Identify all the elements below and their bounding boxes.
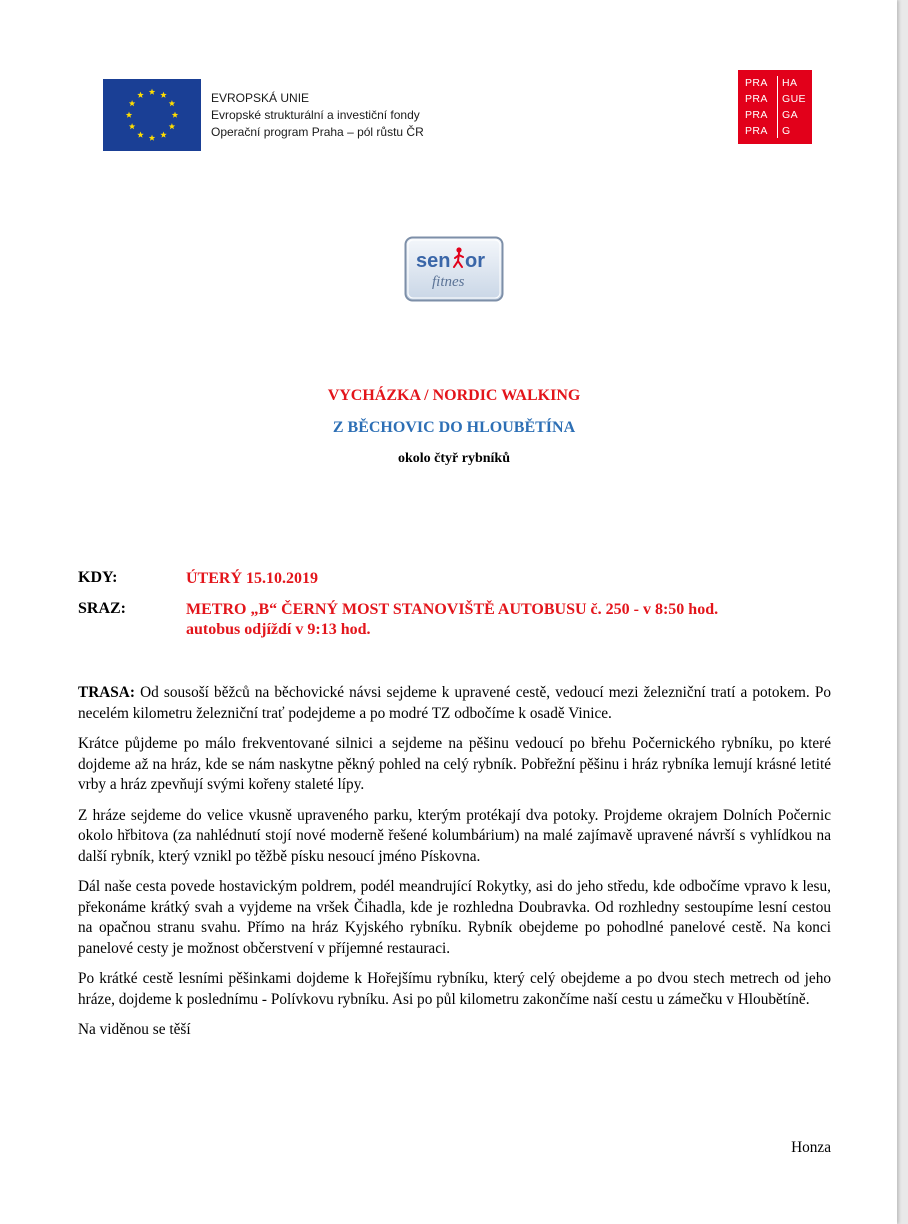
praha-right-4: G <box>782 125 791 137</box>
eu-line-3: Operační program Praha – pól růstu ČR <box>211 124 424 139</box>
senior-logo-text-3: fitnes <box>432 274 465 290</box>
paragraph-3: Z hráze sejdeme do velice vkusně upraveného parku, kterým protékají dva potoky. Projdeme okrajem Dolních Počernic okolo hřbitova (za nahlédnutí stojí nové moderně řešené kolumbárium) na malé zajímavě upravené návrší s vyhlídkou na další rybník, který vznikl po těžbě písku nesoucí jméno Pískovna. <box>78 806 831 865</box>
eu-star-icon <box>160 132 166 138</box>
eu-star-icon <box>137 92 143 98</box>
trasa-label: TRASA: <box>78 684 135 701</box>
praha-logo-left <box>745 75 768 139</box>
signature: Honza <box>791 1139 831 1156</box>
title-activity: VYCHÁZKA / NORDIC WALKING <box>327 387 581 404</box>
eu-star-icon <box>169 100 175 106</box>
senior-fitness-logo <box>404 236 504 302</box>
paragraph-1 <box>78 683 831 724</box>
eu-text <box>211 90 424 141</box>
praha-right-2: GUE <box>782 93 806 105</box>
senior-logo-text-2: or <box>465 250 485 272</box>
eu-star-icon <box>160 92 166 98</box>
praha-logo <box>738 70 812 144</box>
kdy-label: KDY: <box>78 569 118 586</box>
praha-left-4: PRA <box>745 125 768 137</box>
praha-logo-divider <box>777 76 778 138</box>
senior-logo-text-1: sen <box>416 250 451 272</box>
eu-logo-block <box>103 79 424 151</box>
eu-star-icon <box>126 112 132 118</box>
closing-line: Na viděnou se těší <box>78 1021 191 1038</box>
eu-star-icon <box>172 112 178 118</box>
kdy-value: ÚTERÝ 15.10.2019 <box>186 570 319 587</box>
eu-line-2: Evropské strukturální a investiční fondy <box>211 107 420 122</box>
eu-star-icon <box>169 123 175 129</box>
paragraph-1-text: Od sousoší běžců na běchovické návsi sejdeme k upravené cestě, vedoucí mezi železniční tratí a potokem. Po necelém kilometru železniční trať podejdeme a po modré TZ odbočíme k osadě Vinice. <box>78 684 831 722</box>
sraz-line-2: autobus odjíždí v 9:13 hod. <box>186 621 371 638</box>
eu-star-icon <box>149 135 155 141</box>
eu-star-icon <box>129 123 135 129</box>
eu-flag-icon <box>103 79 201 151</box>
title-subtitle: okolo čtyř rybníků <box>397 451 510 466</box>
praha-right-3: GA <box>782 109 798 121</box>
eu-line-1: EVROPSKÁ UNIE <box>211 90 310 105</box>
eu-star-icon <box>149 89 155 95</box>
eu-star-icon <box>129 100 135 106</box>
praha-left-2: PRA <box>745 93 768 105</box>
runner-icon <box>456 247 461 252</box>
paragraph-2: Krátce půjdeme po málo frekventované silnici a sejdeme na pěšinu vedoucí po břehu Počernického rybníku, po které dojdeme až na hráz, kde se nám naskytne pěkný pohled na celý rybník. Pobřežní pěšinu i hráz rybníka lemují krásné letité vrby a hráz zpevňují svými kořeny staleté lípy. <box>78 735 831 793</box>
paragraph-5: Po krátké cestě lesními pěšinkami dojdeme k Hořejšímu rybníku, který celý obejdeme a po dvou stech metrech od jeho hráze, dojdeme k poslednímu - Polívkovu rybníku. Asi po půl kilometru zakončíme naší cestu u zámečku v Hloubětíně. <box>78 970 831 1008</box>
sraz-label: SRAZ: <box>78 600 127 617</box>
eu-star-icon <box>137 132 143 138</box>
paragraph-4: Dál naše cesta povede hostavickým poldrem, podél meandrující Rokytky, asi do jeho středu, kde odbočíme vpravo k lesu, překonáme krátký svah a vyjdeme na vršek Čihadla, kde je rozhledna Doubravka. Od rozhledny sestoupíme lesní cestou na opačnou stranu svahu. Přímo na hráz Kyjského rybníku. Rybník obejdeme po pohodlné panelové cestě. Na konci panelové cesty je možnost občerstvení v příjemné restauraci. <box>78 878 831 957</box>
title-route: Z BĚCHOVIC DO HLOUBĚTÍNA <box>332 419 576 436</box>
route-description <box>78 683 831 1051</box>
sraz-value <box>186 600 718 640</box>
sraz-line-1: METRO „B“ ČERNÝ MOST STANOVIŠTĚ AUTOBUSU č. 250 - v 8:50 hod. <box>186 601 719 618</box>
praha-logo-right <box>782 75 806 139</box>
praha-right-1: HA <box>782 77 798 89</box>
praha-left-3: PRA <box>745 109 768 121</box>
praha-left-1: PRA <box>745 77 768 89</box>
